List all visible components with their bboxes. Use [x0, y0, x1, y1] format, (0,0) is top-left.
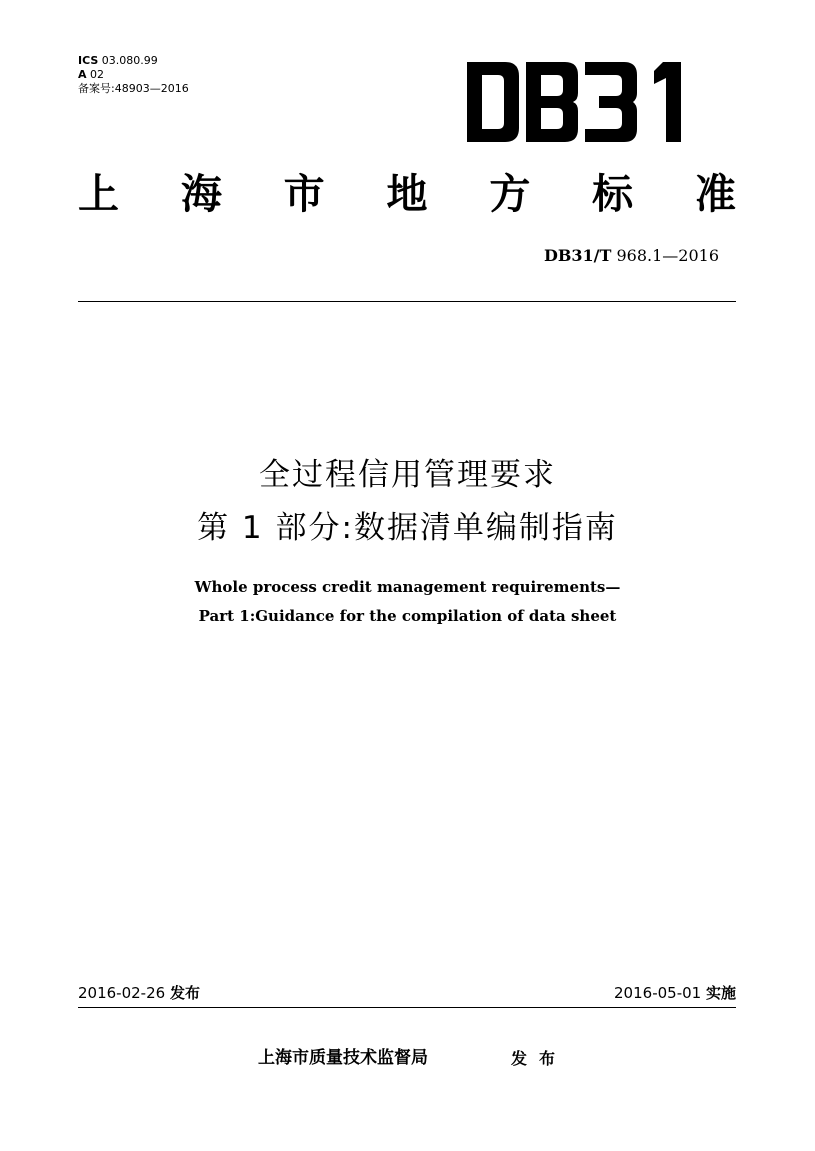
- standard-type-char: 地: [386, 170, 428, 218]
- implement-date-value: 2016-05-01: [614, 984, 702, 1002]
- standard-type-char: 方: [489, 170, 531, 218]
- logo-digit-3: [585, 62, 637, 142]
- publish-label: 发布: [169, 984, 200, 1002]
- implement-date: [614, 983, 736, 1003]
- classification-label: A: [78, 68, 87, 81]
- publish-date-value: 2016-02-26: [78, 984, 166, 1002]
- classification-line: [78, 68, 189, 82]
- document-metadata: [78, 54, 189, 96]
- ics-label: ICS: [78, 54, 99, 67]
- implement-label: 实施: [705, 984, 736, 1002]
- chinese-title-line-2: 第 1 部分:数据清单编制指南: [197, 510, 618, 546]
- chinese-title-line-1: 全过程信用管理要求: [259, 457, 556, 493]
- ics-line: [78, 54, 189, 68]
- standard-type: [78, 166, 736, 222]
- standard-type-char: 准: [694, 170, 736, 218]
- standard-type-char: 市: [283, 170, 325, 218]
- issuing-authority: 上海市质量技术监督局: [258, 1048, 428, 1068]
- footer-divider: [78, 1007, 736, 1008]
- english-title-line-1: Whole process credit management requirements—: [194, 578, 621, 596]
- standard-type-char: 海: [180, 170, 222, 218]
- standard-type-char: 标: [592, 170, 634, 218]
- standard-code-number: 968.1—2016: [616, 246, 719, 265]
- header-divider: [78, 301, 736, 302]
- classification-value: 02: [90, 68, 105, 81]
- filing-number: 备案号:48903—2016: [78, 82, 189, 95]
- standard-type-char: 上: [78, 170, 119, 218]
- db31-logo: [467, 62, 693, 142]
- issue-action: 发布: [511, 1049, 568, 1068]
- logo-letter-b: [526, 62, 578, 142]
- english-title-line-2: Part 1:Guidance for the compilation of data sheet: [198, 607, 617, 625]
- standard-code-prefix: DB31/T: [543, 246, 612, 265]
- logo-digit-1: [654, 62, 681, 142]
- ics-value: 03.080.99: [101, 54, 158, 67]
- logo-letter-d: [467, 62, 519, 142]
- standard-code: [544, 246, 719, 265]
- publish-date: [78, 983, 200, 1003]
